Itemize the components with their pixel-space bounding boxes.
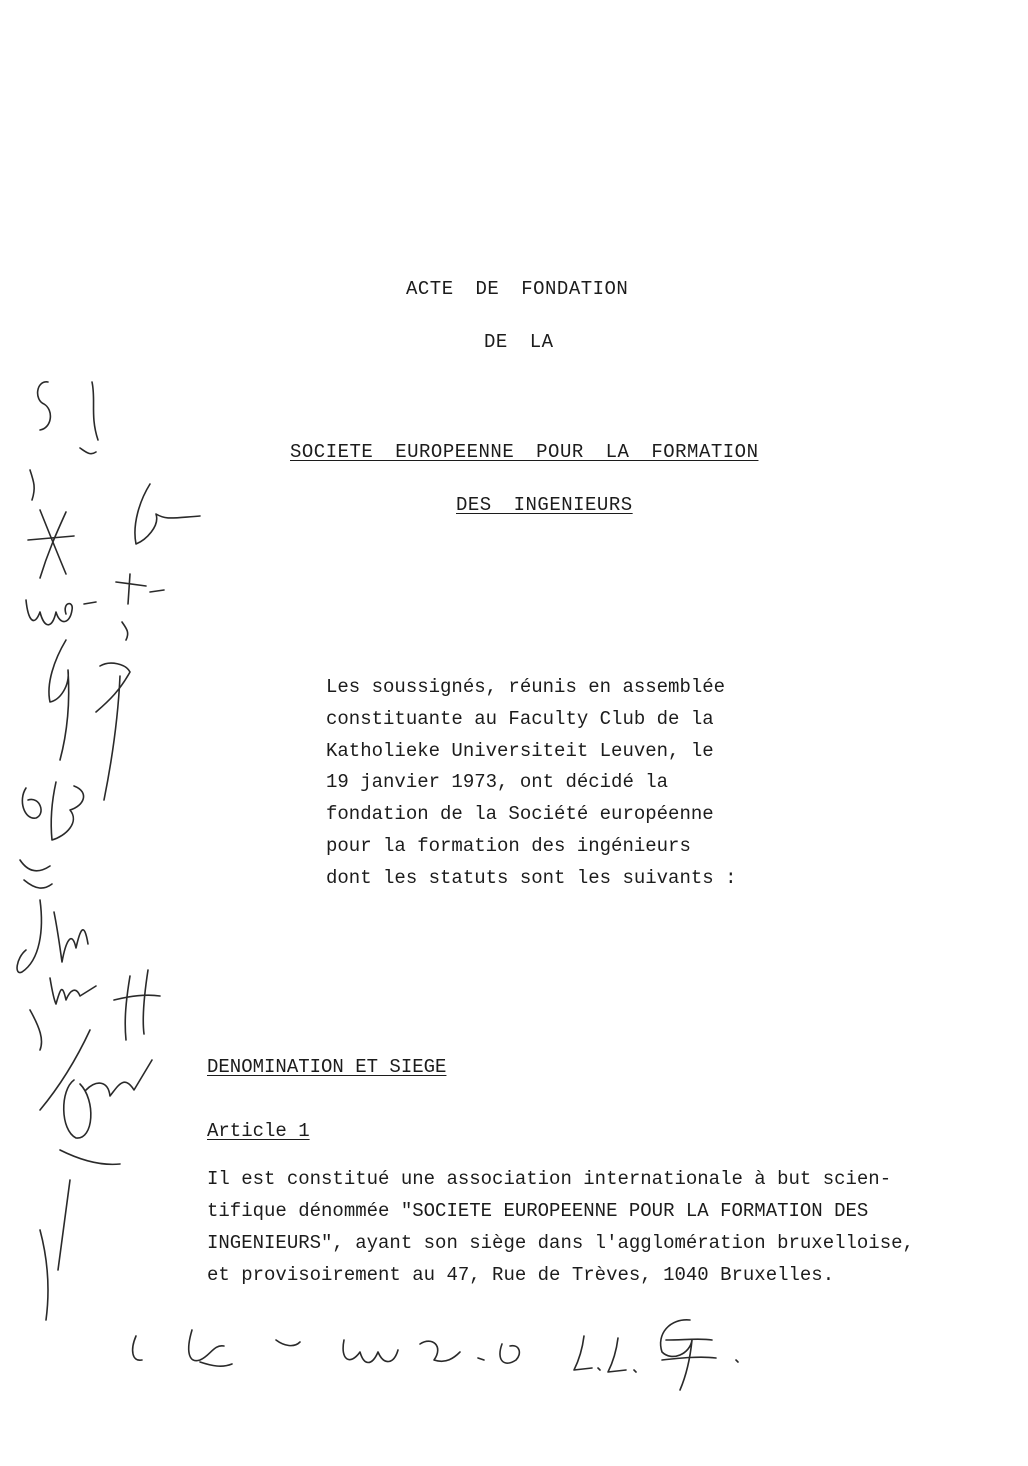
section-heading: DENOMINATION ET SIEGE xyxy=(207,1056,447,1078)
article-body xyxy=(207,1163,1007,1291)
intro-line: Les soussignés, réunis en assemblée xyxy=(326,676,726,698)
article-line: et provisoirement au 47, Rue de Trèves, 1040 Bruxelles. xyxy=(207,1264,835,1286)
intro-line: pour la formation des ingénieurs xyxy=(326,834,691,857)
intro-line: dont les statuts sont les suivants : xyxy=(326,866,737,889)
article-heading: Article 1 xyxy=(207,1120,310,1142)
intro-line: fondation de la Société européenne xyxy=(326,803,714,826)
intro-line: 19 janvier 1973, ont décidé la xyxy=(326,771,669,794)
intro-paragraph xyxy=(326,672,846,895)
intro-line: constituante au Faculty Club de la xyxy=(326,707,714,730)
title-line-4: DES INGENIEURS xyxy=(456,494,633,516)
article-line: Il est constitué une association internationale à but scien- xyxy=(207,1168,892,1190)
intro-line: Katholieke Universiteit Leuven, le xyxy=(326,739,714,762)
article-line: INGENIEURS", ayant son siège dans l'agglomération bruxelloise, xyxy=(207,1232,914,1254)
title-line-2: DE LA xyxy=(484,331,554,353)
article-line: tifique dénommée "SOCIETE EUROPEENNE POUR LA FORMATION DES xyxy=(207,1200,869,1222)
title-line-3: SOCIETE EUROPEENNE POUR LA FORMATION xyxy=(290,441,759,463)
title-line-1: ACTE DE FONDATION xyxy=(406,278,629,300)
